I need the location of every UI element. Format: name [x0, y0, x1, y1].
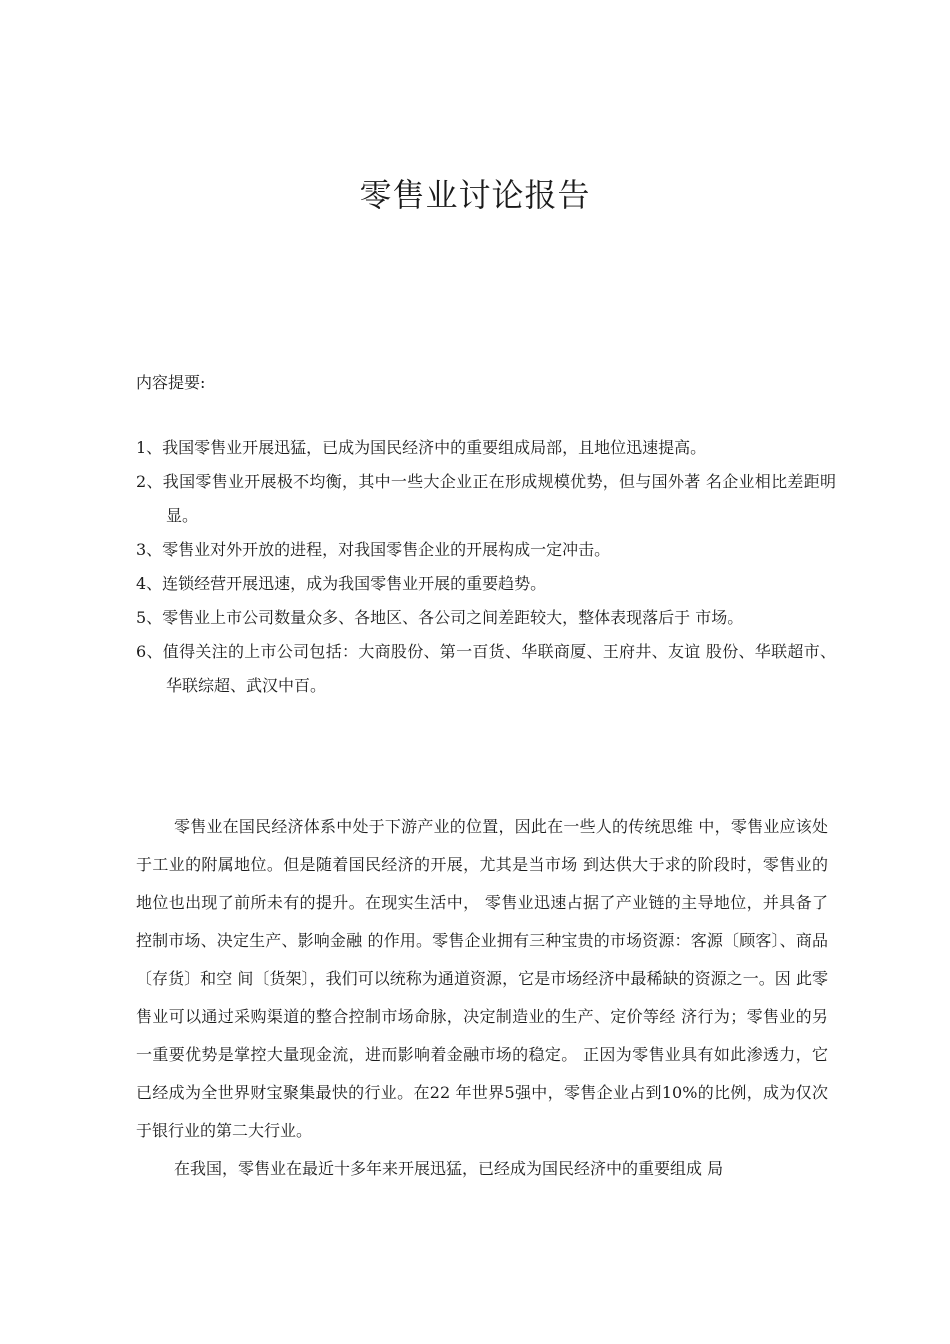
list-item: 2、我国零售业开展极不均衡，其中一些大企业正在形成规模优势，但与国外著 名企业相比差距明显。 — [136, 472, 836, 525]
body-text — [136, 808, 828, 1188]
list-item: 3、零售业对外开放的进程，对我国零售企业的开展构成一定冲击。 — [136, 540, 611, 559]
list-item: 4、连锁经营开展迅速，成为我国零售业开展的重要趋势。 — [136, 574, 547, 593]
body-paragraph: 在我国，零售业在最近十多年来开展迅猛，已经成为国民经济中的重要组成 局 — [174, 1159, 724, 1178]
body-paragraph: 零售业在国民经济体系中处于下游产业的位置，因此在一些人的传统思维 中，零售业应该处于工业的附属地位。但是随着国民经济的开展，尤其是当市场 到达供大于求的阶段时，零售业的地位也出现了前所未有的提升。在现实生活中， 零售业迅速占据了产业链的主导地位，并具备了控制市场、决定生产、影响金融 的作用。零售企业拥有三种宝贵的市场资源：客源〔顾客〕、商品〔存货〕和空 间〔货架〕，我们可以统称为通道资源，它是市场经济中最稀缺的资源之一。因 此零售业可以通过采购渠道的整合控制市场命脉，决定制造业的生产、定价等经 济行为；零售业的另一重要优势是掌控大量现金流，进而影响着金融市场的稳定。 正因为零售业具有如此渗透力，它已经成为全世界财宝聚集最快的行业。在22 年世界5强中，零售企业占到10%的比例，成为仅次于银行业的第二大行业。 — [136, 817, 828, 1140]
summary-list — [136, 431, 836, 703]
list-item: 1、我国零售业开展迅猛，已成为国民经济中的重要组成局部，且地位迅速提高。 — [136, 438, 707, 457]
list-item: 5、零售业上市公司数量众多、各地区、各公司之间差距较大，整体表现落后于 市场。 — [136, 608, 744, 627]
document-title: 零售业讨论报告 — [359, 176, 591, 214]
list-item: 6、值得关注的上市公司包括：大商股份、第一百货、华联商厦、王府井、友谊 股份、华联超市、华联综超、武汉中百。 — [136, 642, 836, 695]
abstract-label: 内容提要: — [136, 373, 206, 392]
